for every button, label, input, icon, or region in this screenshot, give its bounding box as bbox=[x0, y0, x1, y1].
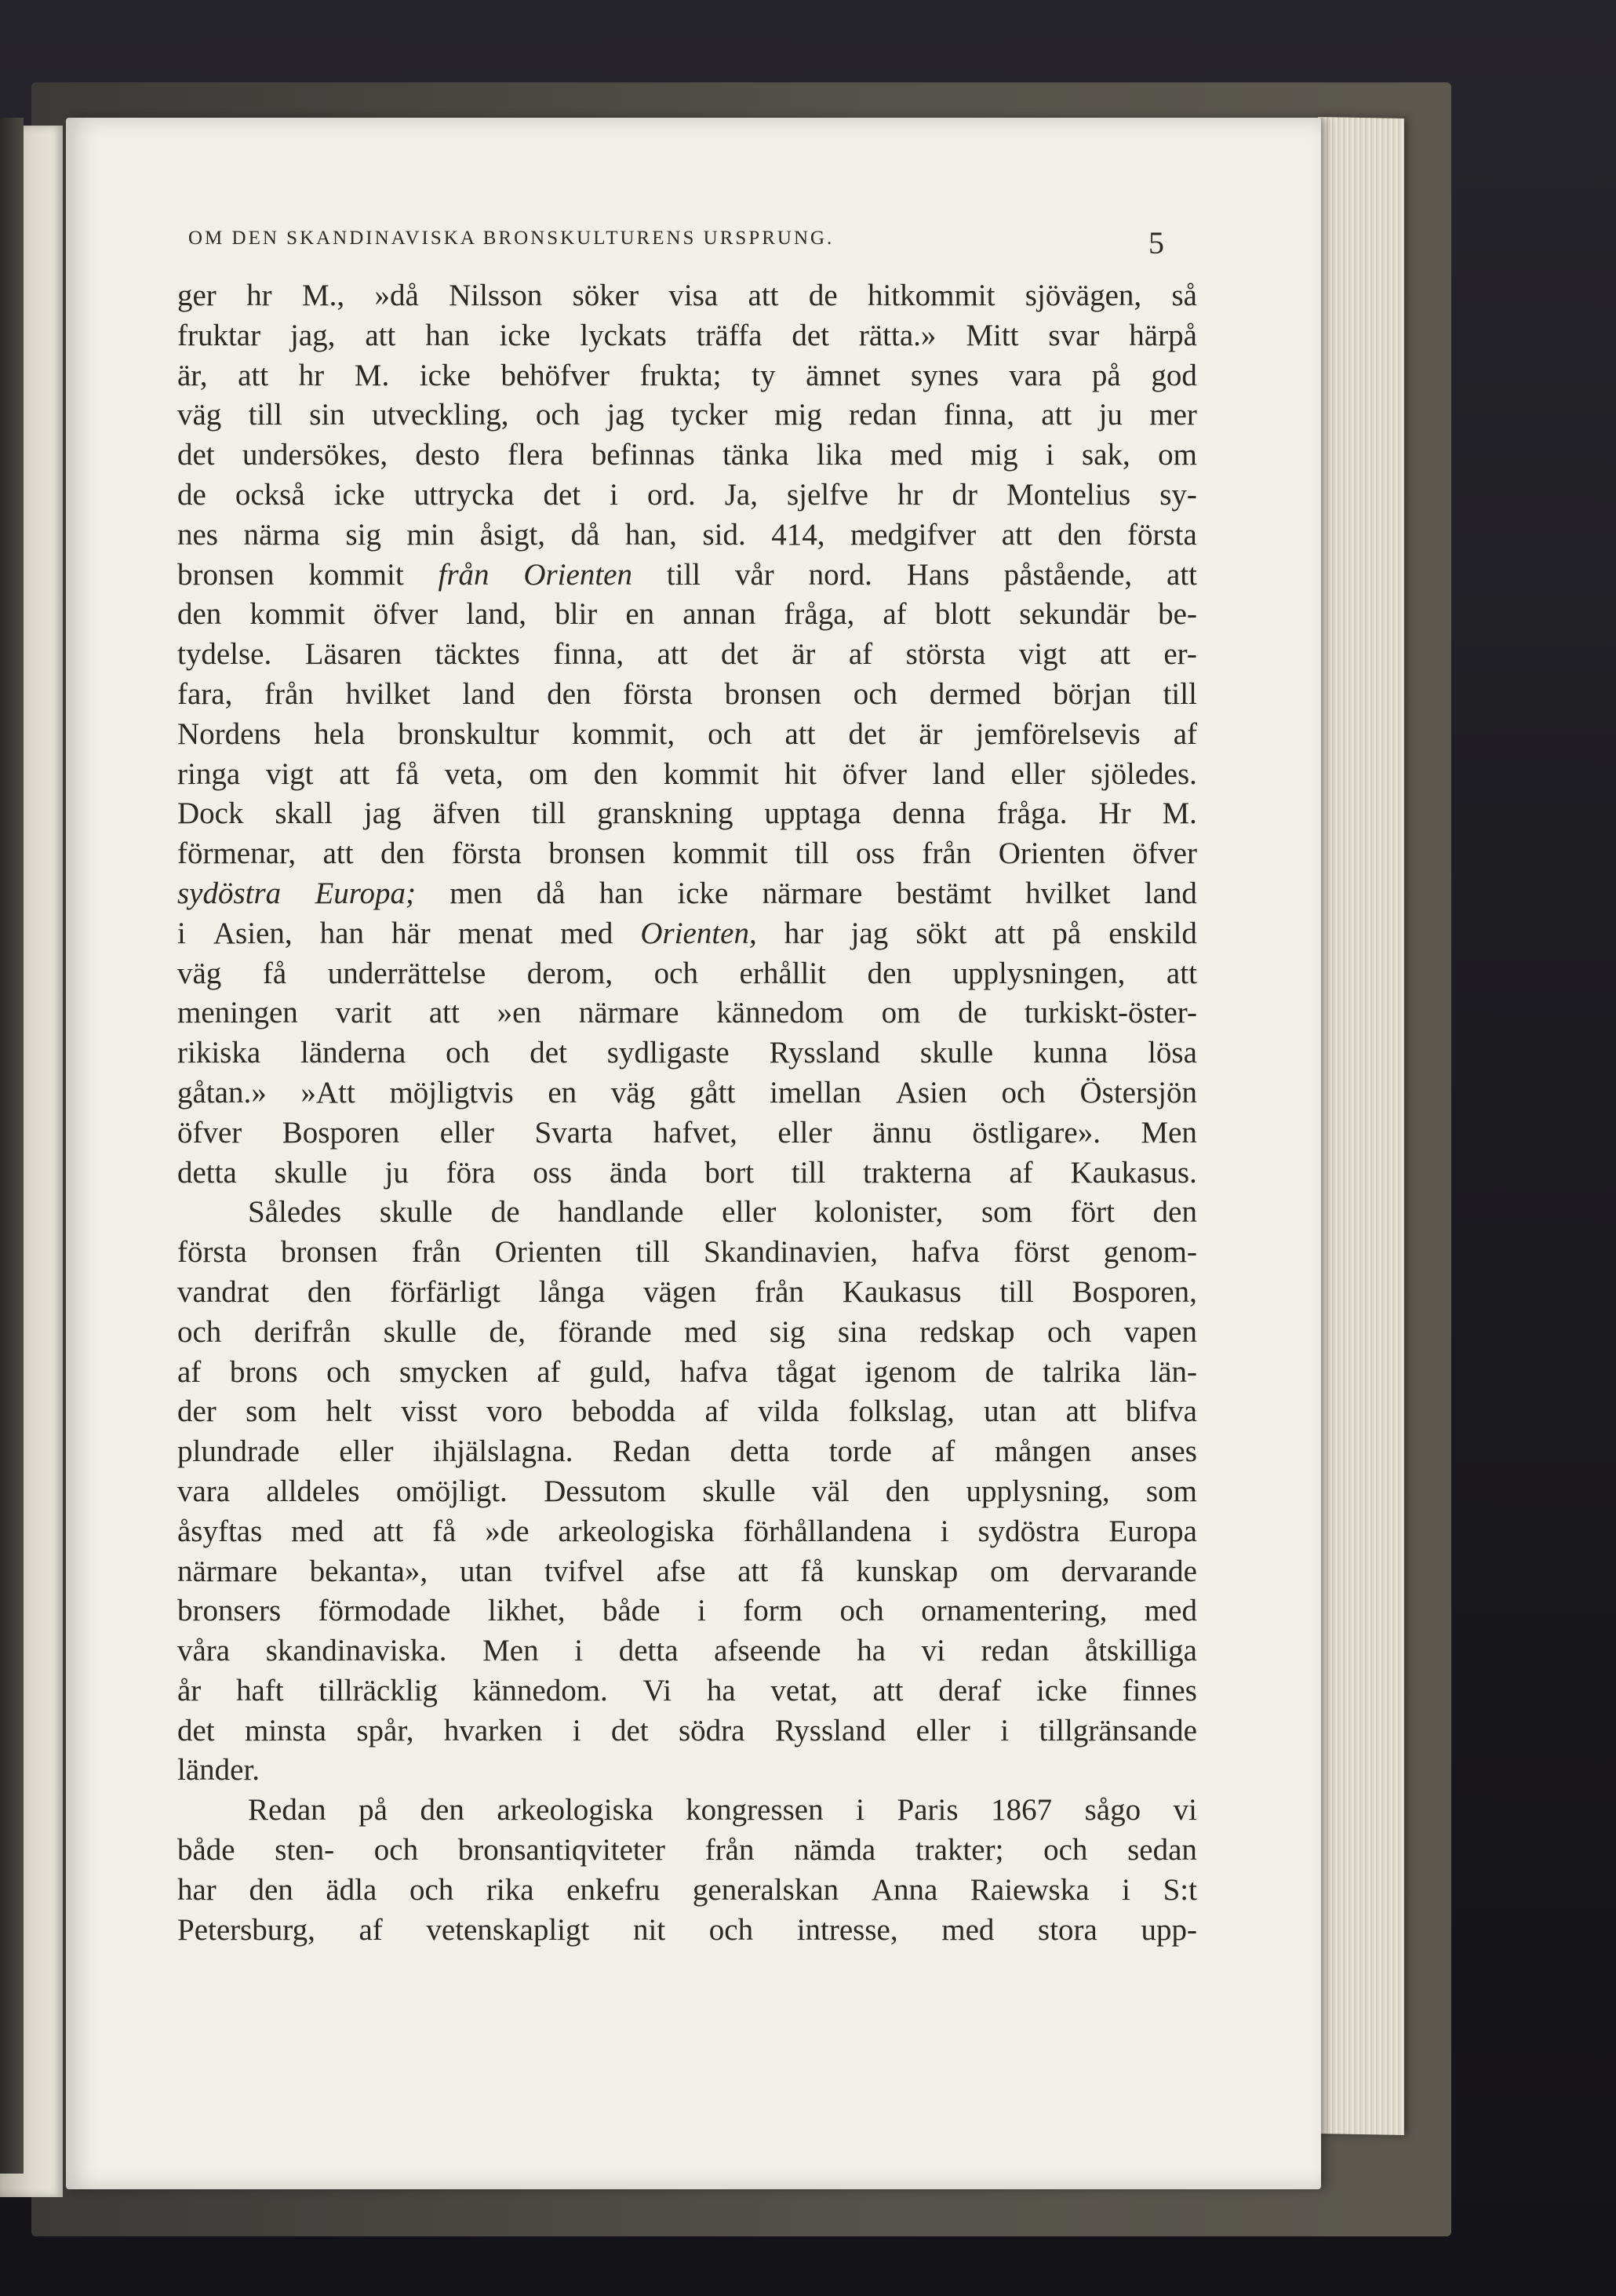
text-line: tydelse. Läsaren täcktes finna, att det är af största vigt att er- bbox=[177, 637, 1197, 672]
text-line: våra skandinaviska. Men i detta afseende ha vi redan åtskilliga bbox=[177, 1634, 1197, 1668]
text-line: vandrat den förfärligt långa vägen från Kaukasus till Bosporen, bbox=[177, 1274, 1197, 1309]
text-line: ger hr M., »då Nilsson söker visa att de hitkommit sjövägen, så bbox=[177, 279, 1197, 312]
text-line: det undersökes, desto flera befinnas tänka lika med mig i sak, om bbox=[177, 438, 1197, 472]
text-line: fruktar jag, att han icke lyckats träffa det rätta.» Mitt svar härpå bbox=[177, 318, 1197, 352]
book-spine bbox=[0, 118, 24, 2174]
text-line: Nordens hela bronskultur kommit, och att det är jemförelsevis af bbox=[177, 716, 1197, 751]
text-line: Redan på den arkeologiska kongressen i Paris 1867 sågo vi bbox=[248, 1793, 1197, 1828]
text-line: den kommit öfver land, blir en annan fråga, af blott sekundär be- bbox=[177, 597, 1197, 632]
text-line: ringa vigt att få veta, om den kommit hit öfver land eller sjöledes. bbox=[177, 756, 1197, 791]
text-line: år haft tillräcklig kännedom. Vi ha vetat, att deraf icke finnes bbox=[177, 1673, 1197, 1707]
text-line: Dock skall jag äfven till granskning upptaga denna fråga. Hr M. bbox=[177, 796, 1197, 831]
text-line: och derifrån skulle de, förande med sig sina redskap och vapen bbox=[177, 1314, 1197, 1349]
text-line: bronsen kommit från Orienten till vår nord. Hans påstående, att bbox=[177, 557, 1197, 592]
page-block-edge bbox=[1318, 117, 1404, 2135]
text-line: nes närma sig min åsigt, då han, sid. 414, medgifver att den första bbox=[177, 517, 1197, 552]
text-line: detta skulle ju föra oss ända bort till trakterna af Kaukasus. bbox=[177, 1155, 1197, 1190]
text-line: sydöstra Europa; men då han icke närmare bestämt hvilket land bbox=[177, 876, 1197, 910]
text-line: i Asien, han här menat med Orienten, har jag sökt att på enskild bbox=[177, 916, 1197, 950]
body-text bbox=[177, 276, 1197, 1950]
text-line: öfver Bosporen eller Svarta hafvet, eller ännu östligare». Men bbox=[177, 1115, 1197, 1150]
text-line: det minsta spår, hvarken i det södra Ryssland eller i tillgränsande bbox=[177, 1713, 1197, 1748]
text-line: väg till sin utveckling, och jag tycker mig redan finna, att ju mer bbox=[177, 398, 1197, 432]
text-line: Petersburg, af vetenskapligt nit och intresse, med stora upp- bbox=[177, 1912, 1197, 1947]
text-line: är, att hr M. icke behöfver frukta; ty ämnet synes vara på god bbox=[177, 358, 1197, 392]
text-line: gåtan.» »Att möjligtvis en väg gått imellan Asien och Östersjön bbox=[177, 1075, 1197, 1110]
text-line: plundrade eller ihjälslagna. Redan detta torde af mången anses bbox=[177, 1434, 1197, 1469]
text-line: vara alldeles omöjligt. Dessutom skulle väl den upplysning, som bbox=[177, 1474, 1197, 1508]
text-line: der som helt visst voro bebodda af vilda folkslag, utan att blifva bbox=[177, 1394, 1197, 1429]
text-line: förmenar, att den första bronsen kommit till oss från Orienten öfver bbox=[177, 836, 1197, 871]
text-line: åsyftas med att få »de arkeologiska förhållandena i sydöstra Europa bbox=[177, 1514, 1197, 1548]
text-line: de också icke uttrycka det i ord. Ja, sjelfve hr dr Montelius sy- bbox=[177, 477, 1197, 512]
text-line: närmare bekanta», utan tvifvel afse att få kunskap om dervarande bbox=[177, 1554, 1197, 1588]
text-line: Således skulle de handlande eller kolonister, som fört den bbox=[248, 1195, 1197, 1230]
text-line: meningen varit att »en närmare kännedom om de turkiskt-öster- bbox=[177, 996, 1197, 1030]
text-line: väg få underrättelse derom, och erhållit den upplysningen, att bbox=[177, 956, 1197, 990]
text-line: af brons och smycken af guld, hafva tågat igenom de talrika län- bbox=[177, 1354, 1197, 1389]
text-line: rikiska länderna och det sydligaste Ryssland skulle kunna lösa bbox=[177, 1036, 1197, 1070]
text-line: både sten- och bronsantiqviteter från nämda trakter; och sedan bbox=[177, 1833, 1197, 1868]
text-line: bronsers förmodade likhet, både i form och ornamentering, med bbox=[177, 1594, 1197, 1628]
running-head: OM DEN SKANDINAVISKA BRONSKULTURENS URSPRUNG. bbox=[188, 228, 835, 249]
text-line: har den ädla och rika enkefru generalskan Anna Raiewska i S:t bbox=[177, 1872, 1197, 1907]
page-number: 5 bbox=[1148, 225, 1164, 261]
text-line: fara, från hvilket land den första bronsen och dermed början till bbox=[177, 676, 1197, 711]
text-line: första bronsen från Orienten till Skandinavien, hafva först genom- bbox=[177, 1235, 1197, 1270]
text-line: länder. bbox=[177, 1753, 260, 1788]
